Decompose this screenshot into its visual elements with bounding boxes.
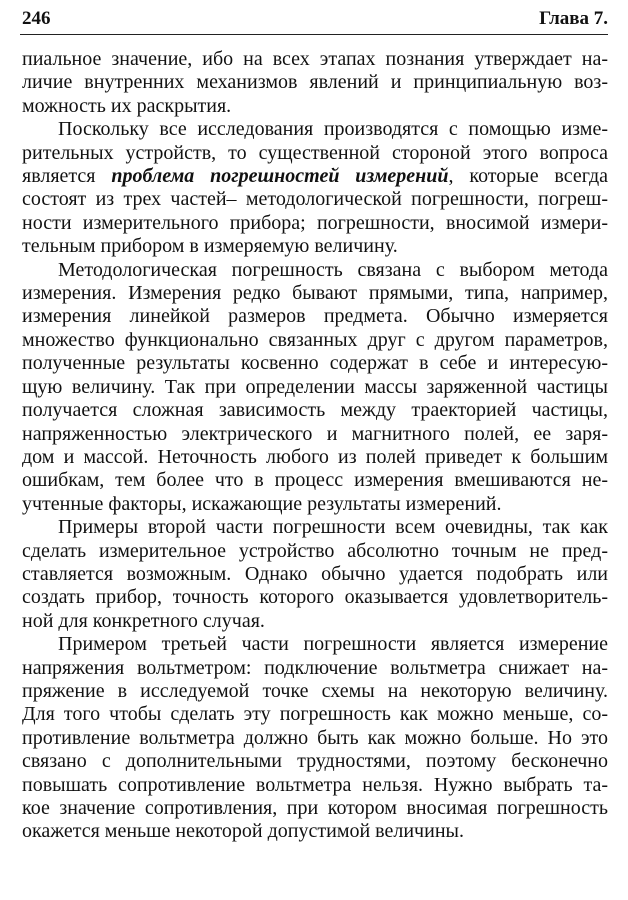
text-line: Примеры второй части погрешности всем очевидны, так как	[58, 516, 608, 539]
text-line: ной для конкретного случая.	[22, 609, 265, 632]
text-line: пряжение в исследуемой точке схемы на некоторую величину.	[22, 679, 608, 702]
text-line: напряжения вольтметром: подключение вольтметра снижает на-	[22, 656, 608, 679]
header-rule	[20, 34, 608, 35]
text-line: пиальное значение, ибо на всех этапах познания утверждает на-	[22, 48, 608, 70]
text-line: ставляется возможным. Однако обычно удается подобрать или	[22, 562, 608, 585]
text-line: измерения линейкой размеров предмета. Обычно измеряется	[22, 305, 608, 328]
text-line: личие внутренних механизмов явлений и принципиальную воз-	[22, 71, 608, 94]
text-fragment: , которые всегда	[448, 165, 609, 188]
paragraph	[22, 259, 608, 516]
body-text	[22, 48, 608, 844]
text-line: напряженностью электрического и магнитного полей, ее заря-	[22, 422, 608, 445]
paragraph	[22, 633, 608, 844]
text-line: полученные результаты косвенно содержат в себе и интересую-	[22, 352, 608, 375]
text-line: сделать измерительное устройство абсолютно точным не пред-	[22, 539, 608, 562]
paragraph	[22, 516, 608, 633]
page-number: 246	[22, 8, 51, 29]
text-line	[22, 165, 608, 188]
text-line: Для того чтобы сделать эту погрешность как можно меньше, со-	[22, 703, 608, 726]
text-line: Методологическая погрешность связана с выбором метода	[58, 258, 608, 281]
text-line: учтенные факторы, искажающие результаты измерений.	[22, 492, 502, 515]
paragraph	[22, 48, 608, 118]
paragraph	[22, 118, 608, 258]
text-line: дом и массой. Неточность любого из полей приведет к большим	[22, 445, 608, 468]
emphasized-term: проблема погрешностей измерений	[111, 165, 449, 188]
text-line: можность их раскрытия.	[22, 94, 232, 117]
text-line: создать прибор, точность которого оказывается удовлетворитель-	[22, 586, 608, 609]
text-line: ошибкам, тем более что в процесс измерения вмешиваются не-	[22, 469, 608, 492]
text-line: состоят из трех частей– методологической погрешности, погреш-	[22, 188, 608, 211]
text-line: ности измерительного прибора; погрешности, вносимой измери-	[22, 211, 608, 234]
text-line: повышать сопротивление вольтметра нельзя. Нужно выбрать та-	[22, 773, 608, 796]
text-line: получается сложная зависимость между траекторией частицы,	[22, 399, 608, 422]
text-line: окажется меньше некоторой допустимой величины.	[22, 820, 464, 843]
text-line: Поскольку все исследования производятся с помощью изме-	[58, 118, 608, 141]
chapter-title: Глава 7.	[539, 8, 608, 29]
page-header	[22, 8, 608, 32]
text-line: тельным прибором в измеряемую величину.	[22, 235, 398, 258]
text-line: кое значение сопротивления, при котором вносимая погрешность	[22, 797, 608, 819]
text-line: щую величину. Так при определении массы заряженной частицы	[22, 375, 608, 398]
text-line: рительных устройств, то существенной стороной этого вопроса	[22, 141, 608, 164]
text-line: измерения. Измерения редко бывают прямыми, типа, например,	[22, 282, 608, 305]
text-line: противление вольтметра должно быть как можно больше. Но это	[22, 726, 608, 749]
text-fragment: является	[22, 165, 112, 188]
text-line: связано с дополнительными трудностями, поэтому бесконечно	[22, 750, 608, 773]
text-line: множество функционально связанных друг с другом параметров,	[22, 328, 608, 351]
text-line: Примером третьей части погрешности является измерение	[58, 633, 608, 656]
